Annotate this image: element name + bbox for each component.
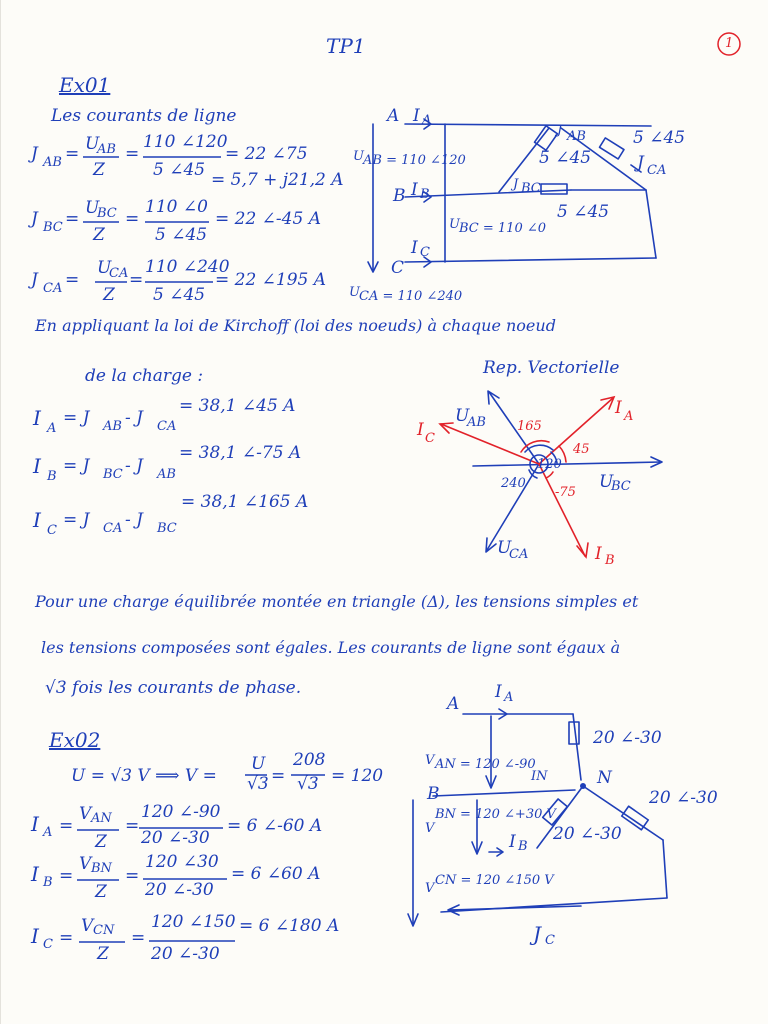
- conclusion-line-1: Pour une charge équilibrée montée en triangle (Δ), les tensions simples et: [35, 592, 639, 611]
- ex2-z3: 20 ∠-30: [649, 788, 718, 808]
- ex2-node-a: A: [447, 694, 460, 714]
- ex2-star-circuit: [1, 0, 768, 1024]
- ex1-node-c: C: [391, 258, 405, 278]
- ex1-node-a: A: [387, 106, 400, 126]
- page-number: 1: [725, 36, 734, 51]
- notebook-page: TP1 1 Ex01 Les courants de ligne J AB = U AB Z = 110 ∠120 5 ∠45 = 22 ∠75 = 5,7 + j21,2 A J BC = U BC Z = 110 ∠0 5 ∠45 = 22 ∠-45 A J CA = U CA Z = 110 ∠240 5 ∠45 = 22 ∠195 A A B C I A I B I C J AB J BC J CA 5 ∠45 5 ∠45 5 ∠45 U AB = 110 ∠120 U BC = 110 ∠0 U CA = 110 ∠240 En appliquant la loi de Kirchoff (loi des noeuds) à chaque noeud de la charge : I A = J AB - J CA = 38,1 ∠45 A I B = J BC - J AB = 38,1 ∠-75 A I C = J CA - J BC = 38,1 ∠165 A Rep. Vectorielle U AB U BC U CA I A I B I C 165 45 -75 120 240 Pour une charge équilibrée montée en triangle (Δ), les tensions simples et les tensions composées sont égales. Les courants de ligne sont égaux à √3 fois les courants de phase. Ex02 U = √3 V ⟹ V = U √3 = 208 √3 = 120 I A = V AN Z = 120 ∠-90 20 ∠-30 = 6 ∠-60 A I B = V BN Z = 120 ∠30 20 ∠-30 = 6 ∠60 A I C = V CN Z = 120 ∠150 20 ∠-30 = 6 ∠180 A A B N I A I B J C IN V AN = 120 ∠-90 V BN = 120 ∠+30 V V CN = 120 ∠150 V 20 ∠-30 20 ∠-30 20 ∠-30: [0, 0, 768, 1024]
- phasor-angle-120: 120: [537, 457, 562, 472]
- page-title: TP1: [326, 34, 366, 58]
- phasor-angle-240: 240: [501, 476, 526, 491]
- kirchhoff-line-2: de la charge :: [85, 366, 204, 386]
- ex2-z1: 20 ∠-30: [593, 728, 662, 748]
- ex2-label-in: IN: [531, 769, 548, 784]
- phasor-angle-45: 45: [573, 442, 590, 457]
- ex1-z3: 5 ∠45: [557, 202, 610, 222]
- ex1-intro: Les courants de ligne: [51, 106, 237, 126]
- phasor-angle-165: 165: [517, 419, 542, 434]
- ex2-node-n: N: [597, 768, 612, 788]
- conclusion-line-3: √3 fois les courants de phase.: [45, 678, 302, 698]
- phasor-title: Rep. Vectorielle: [483, 358, 620, 378]
- eq-jab-rect: = 5,7 + j21,2 A: [211, 170, 344, 190]
- ex1-heading: Ex01: [59, 73, 111, 97]
- kirchhoff-line-1: En appliquant la loi de Kirchoff (loi des noeuds) à chaque noeud: [35, 316, 556, 335]
- ex1-z2: 5 ∠45: [633, 128, 686, 148]
- ex1-z1: 5 ∠45: [539, 148, 592, 168]
- ex2-z2: 20 ∠-30: [553, 824, 622, 844]
- ex1-node-b: B: [393, 186, 406, 206]
- conclusion-line-2: les tensions composées sont égales. Les courants de ligne sont égaux à: [41, 638, 621, 657]
- phasor-angle-75: -75: [555, 485, 576, 500]
- ex2-node-b: B: [427, 784, 440, 804]
- ex2-heading: Ex02: [49, 728, 101, 752]
